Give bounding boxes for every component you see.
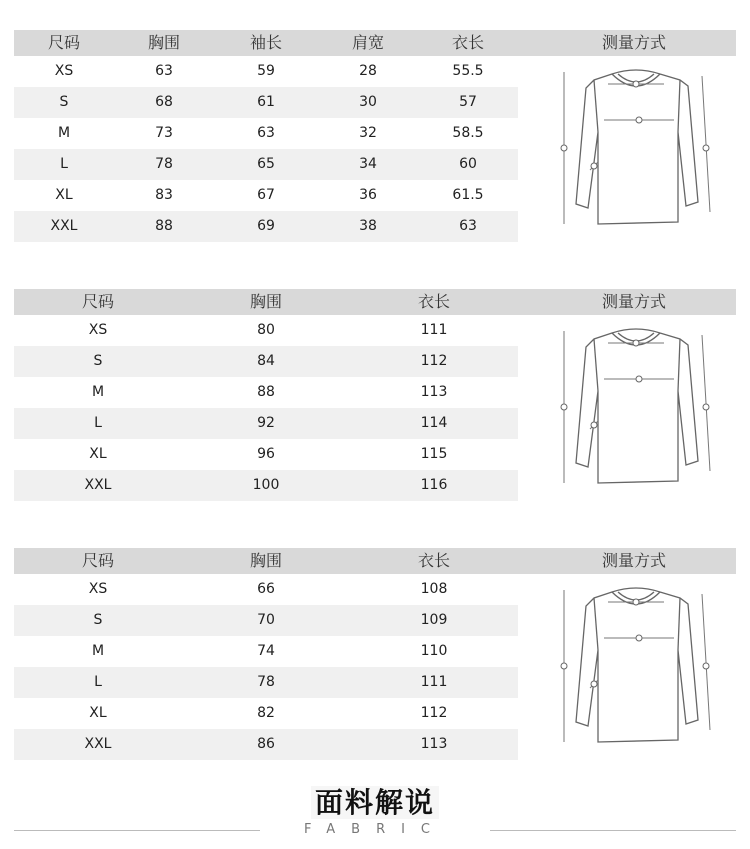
cell-size: XS xyxy=(88,322,108,338)
sweater-measure-diagram xyxy=(554,321,714,491)
header-length: 衣长 xyxy=(417,292,450,311)
sweater-outline-icon xyxy=(554,580,714,750)
cell-length: 60 xyxy=(459,156,477,172)
table-row xyxy=(14,636,518,667)
cell-shoulder: 28 xyxy=(359,63,377,79)
cell-length: 113 xyxy=(420,736,448,752)
header-length: 衣长 xyxy=(451,33,484,52)
cell-chest: 100 xyxy=(252,477,280,493)
cell-length: 116 xyxy=(420,477,448,493)
cell-shoulder: 36 xyxy=(359,187,377,203)
header-chest: 胸围 xyxy=(147,33,180,52)
cell-chest: 80 xyxy=(257,322,275,338)
sweater-outline-icon xyxy=(554,62,714,232)
table-header xyxy=(14,548,736,574)
cell-size: XS xyxy=(54,63,74,79)
cell-size: XXL xyxy=(50,218,78,234)
header-shoulder: 肩宽 xyxy=(351,33,384,52)
fabric-title-text: 面料解说 xyxy=(311,786,439,819)
table-header xyxy=(14,30,736,56)
cell-length: 58.5 xyxy=(452,125,484,141)
table-row xyxy=(14,87,518,118)
cell-size: S xyxy=(93,353,103,369)
cell-length: 111 xyxy=(420,322,448,338)
size-table-3 xyxy=(14,548,736,778)
cell-sleeve: 63 xyxy=(257,125,275,141)
cell-chest: 88 xyxy=(155,218,173,234)
cell-shoulder: 32 xyxy=(359,125,377,141)
size-table-1 xyxy=(14,30,736,260)
cell-chest: 70 xyxy=(257,612,275,628)
sweater-measure-diagram xyxy=(554,62,714,232)
cell-chest: 66 xyxy=(257,581,275,597)
cell-shoulder: 38 xyxy=(359,218,377,234)
cell-length: 114 xyxy=(420,415,448,431)
table-row xyxy=(14,729,518,760)
cell-size: L xyxy=(94,415,102,431)
table-row xyxy=(14,315,518,346)
cell-size: M xyxy=(91,384,105,400)
cell-chest: 82 xyxy=(257,705,275,721)
cell-sleeve: 67 xyxy=(257,187,275,203)
cell-length: 108 xyxy=(420,581,448,597)
table-row xyxy=(14,698,518,729)
cell-length: 115 xyxy=(420,446,448,462)
header-size: 尺码 xyxy=(81,551,114,570)
cell-sleeve: 65 xyxy=(257,156,275,172)
table-row xyxy=(14,211,518,242)
cell-chest: 78 xyxy=(155,156,173,172)
table-row xyxy=(14,470,518,501)
cell-size: XS xyxy=(88,581,108,597)
cell-length: 109 xyxy=(420,612,448,628)
cell-shoulder: 30 xyxy=(359,94,377,110)
cell-chest: 78 xyxy=(257,674,275,690)
cell-sleeve: 61 xyxy=(257,94,275,110)
cell-length: 112 xyxy=(420,353,448,369)
cell-chest: 84 xyxy=(257,353,275,369)
cell-size: XXL xyxy=(84,736,112,752)
header-chest: 胸围 xyxy=(249,551,282,570)
table-row xyxy=(14,408,518,439)
cell-size: L xyxy=(60,156,68,172)
cell-sleeve: 59 xyxy=(257,63,275,79)
cell-size: XL xyxy=(89,705,107,721)
cell-chest: 63 xyxy=(155,63,173,79)
sweater-outline-icon xyxy=(554,321,714,491)
table-row xyxy=(14,118,518,149)
cell-length: 112 xyxy=(420,705,448,721)
table-row xyxy=(14,346,518,377)
table-row xyxy=(14,667,518,698)
table-row xyxy=(14,56,518,87)
table-row xyxy=(14,605,518,636)
header-size: 尺码 xyxy=(81,292,114,311)
cell-length: 110 xyxy=(420,643,448,659)
cell-size: XL xyxy=(55,187,73,203)
header-measure-method: 测量方式 xyxy=(601,33,666,52)
header-chest: 胸围 xyxy=(249,292,282,311)
header-measure-method: 测量方式 xyxy=(601,292,666,311)
fabric-section-title xyxy=(0,781,750,821)
table-row xyxy=(14,439,518,470)
cell-chest: 83 xyxy=(155,187,173,203)
header-size: 尺码 xyxy=(47,33,80,52)
cell-size: M xyxy=(57,125,71,141)
cell-chest: 86 xyxy=(257,736,275,752)
table-header xyxy=(14,289,736,315)
cell-size: S xyxy=(93,612,103,628)
cell-chest: 96 xyxy=(257,446,275,462)
cell-length: 113 xyxy=(420,384,448,400)
cell-length: 111 xyxy=(420,674,448,690)
cell-length: 61.5 xyxy=(452,187,484,203)
cell-chest: 68 xyxy=(155,94,173,110)
cell-size: S xyxy=(59,94,69,110)
table-row xyxy=(14,149,518,180)
table-row xyxy=(14,574,518,605)
cell-size: L xyxy=(94,674,102,690)
cell-chest: 73 xyxy=(155,125,173,141)
cell-size: XXL xyxy=(84,477,112,493)
cell-chest: 88 xyxy=(257,384,275,400)
header-sleeve: 袖长 xyxy=(249,33,282,52)
cell-size: M xyxy=(91,643,105,659)
cell-length: 57 xyxy=(459,94,477,110)
cell-shoulder: 34 xyxy=(359,156,377,172)
cell-length: 63 xyxy=(459,218,477,234)
header-length: 衣长 xyxy=(417,551,450,570)
cell-chest: 92 xyxy=(257,415,275,431)
table-row xyxy=(14,377,518,408)
cell-chest: 74 xyxy=(257,643,275,659)
table-body xyxy=(14,56,518,242)
cell-size: XL xyxy=(89,446,107,462)
sweater-measure-diagram xyxy=(554,580,714,750)
size-table-2 xyxy=(14,289,736,519)
fabric-subtitle: FABRIC xyxy=(303,822,447,837)
table-row xyxy=(14,180,518,211)
table-body xyxy=(14,574,518,760)
cell-length: 55.5 xyxy=(452,63,484,79)
header-measure-method: 测量方式 xyxy=(601,551,666,570)
table-body xyxy=(14,315,518,501)
cell-sleeve: 69 xyxy=(257,218,275,234)
